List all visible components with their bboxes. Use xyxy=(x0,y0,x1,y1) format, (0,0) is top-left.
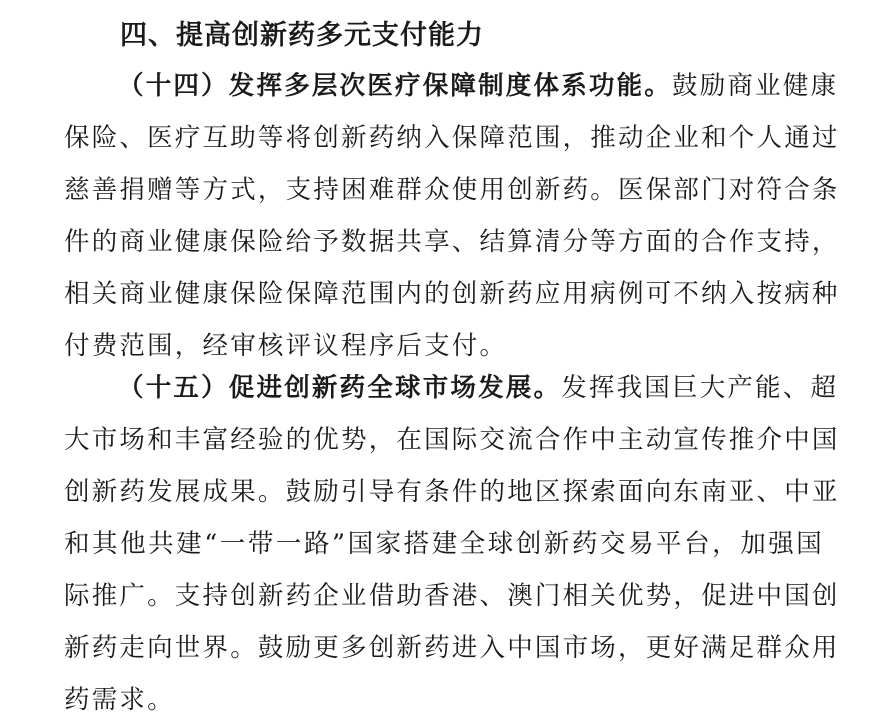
paragraph-15 xyxy=(64,362,840,726)
paragraph-first-line-text: 发挥我国巨大产能、超 xyxy=(561,373,839,403)
paragraph-line: 大市场和丰富经验的优势，在国际交流合作中主动宣传推介中国 xyxy=(64,425,840,455)
paragraph-first-line xyxy=(64,60,839,112)
section-heading: 四、提高创新药多元支付能力 xyxy=(120,20,484,51)
paragraph-line: 保险、医疗互助等将创新药纳入保障范围，推动企业和个人通过 xyxy=(64,123,840,153)
paragraph-line: 慈善捐赠等方式，支持困难群众使用创新药。医保部门对符合条 xyxy=(64,175,840,205)
paragraph-line: 际推广。支持创新药企业借助香港、澳门相关优势，促进中国创 xyxy=(64,581,840,611)
paragraph-first-line-text: 鼓励商业健康 xyxy=(672,71,839,101)
paragraph-first-line xyxy=(64,362,839,414)
paragraph-lead-title: （十五）促进创新药全球市场发展。 xyxy=(118,373,562,403)
paragraph-14 xyxy=(64,60,840,372)
paragraph-lead-title: （十四）发挥多层次医疗保障制度体系功能。 xyxy=(118,71,673,101)
paragraph-line: 相关商业健康保险保障范围内的创新药应用病例可不纳入按病种 xyxy=(64,279,840,309)
paragraph-line: 创新药发展成果。鼓励引导有条件的地区探索面向东南亚、中亚 xyxy=(64,477,840,507)
paragraph-line: 件的商业健康保险给予数据共享、结算清分等方面的合作支持， xyxy=(64,227,840,257)
paragraph-line: 付费范围，经审核评议程序后支付。 xyxy=(64,331,508,361)
paragraph-line: 和其他共建“一带一路”国家搭建全球创新药交易平台，加强国 xyxy=(64,529,824,559)
paragraph-line: 药需求。 xyxy=(64,685,175,715)
paragraph-line: 新药走向世界。鼓励更多创新药进入中国市场，更好满足群众用 xyxy=(64,633,840,663)
